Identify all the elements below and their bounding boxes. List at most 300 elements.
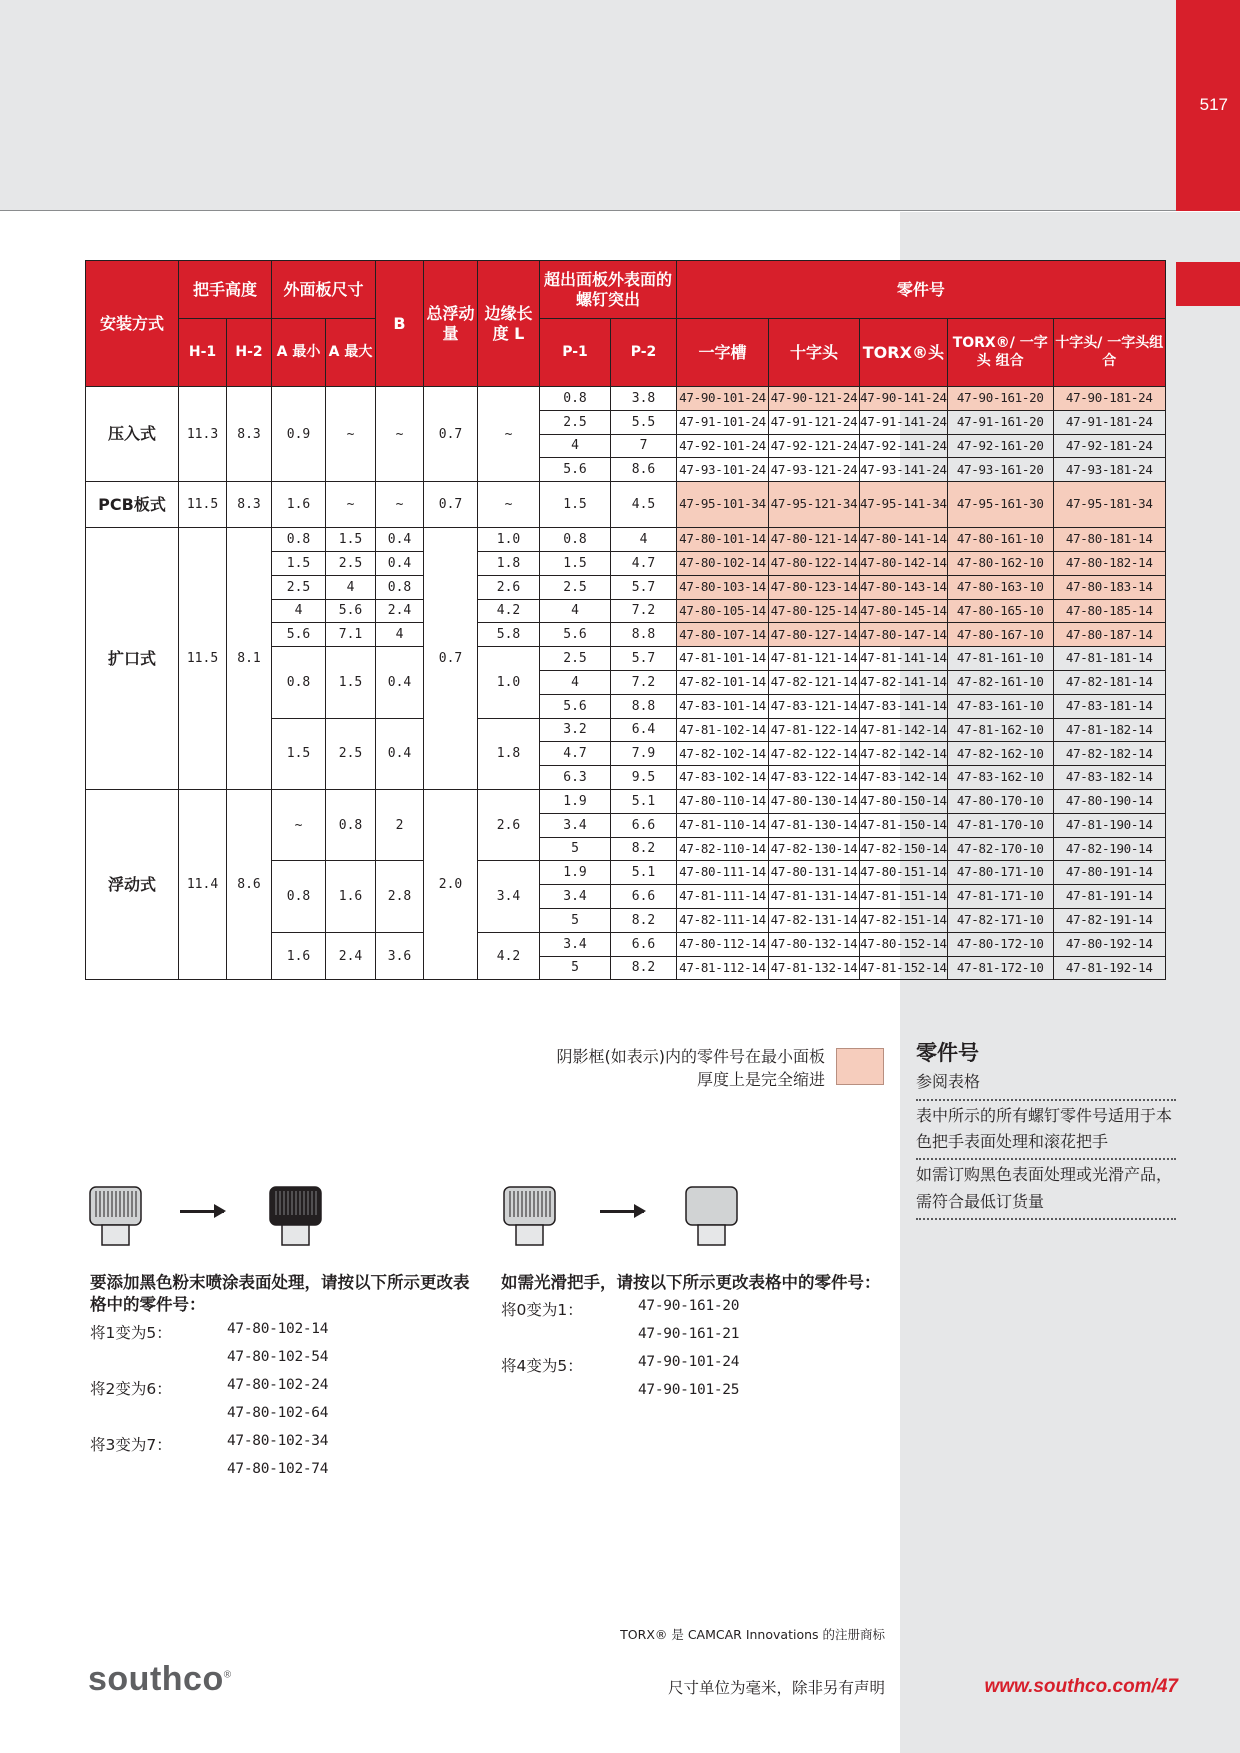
table-cell: ~ bbox=[326, 482, 376, 528]
header-band bbox=[0, 0, 1240, 211]
part-number-cell: 47-81-152-14 bbox=[860, 956, 948, 980]
table-cell: 0.8 bbox=[272, 861, 326, 932]
table-cell: 4 bbox=[272, 599, 326, 623]
table-cell: 11.3 bbox=[179, 387, 227, 482]
table-cell: 4.2 bbox=[478, 932, 540, 980]
part-number-cell: 47-80-170-10 bbox=[947, 789, 1053, 813]
part-number-cell: 47-80-163-10 bbox=[947, 575, 1053, 599]
part-number-cell: 47-83-141-14 bbox=[860, 694, 948, 718]
table-cell: 11.4 bbox=[179, 789, 227, 979]
table-cell: 3.4 bbox=[540, 932, 611, 956]
part-number-cell: 47-93-141-24 bbox=[860, 458, 948, 482]
table-cell: 4 bbox=[540, 670, 611, 694]
part-number-cell: 47-80-150-14 bbox=[860, 789, 948, 813]
mount-type-cell: 压入式 bbox=[86, 387, 179, 482]
smooth-note-title: 如需光滑把手，请按以下所示更改表格中的零件号： bbox=[501, 1273, 881, 1292]
table-cell: ~ bbox=[478, 387, 540, 482]
note-value: 47-80-102-74 bbox=[227, 1460, 329, 1477]
table-cell: 2.4 bbox=[376, 599, 424, 623]
table-cell: 0.7 bbox=[424, 387, 478, 482]
trademark-note: TORX® 是 CAMCAR Innovations 的注册商标 bbox=[620, 1627, 885, 1642]
table-cell: 2.5 bbox=[272, 575, 326, 599]
table-cell: 2.5 bbox=[540, 575, 611, 599]
part-number-cell: 47-81-161-10 bbox=[947, 647, 1053, 671]
black-note-title: 要添加黑色粉末喷涂表面处理，请按以下所示更改表格中的零件号： bbox=[90, 1273, 470, 1315]
table-cell: 0.8 bbox=[272, 528, 326, 552]
part-number-cell: 47-80-190-14 bbox=[1053, 789, 1165, 813]
mount-type-cell: 扩口式 bbox=[86, 528, 179, 790]
part-number-cell: 47-80-101-14 bbox=[677, 528, 769, 552]
part-number-cell: 47-81-170-10 bbox=[947, 813, 1053, 837]
table-cell: 8.1 bbox=[227, 528, 272, 790]
part-number-cell: 47-80-142-14 bbox=[860, 551, 948, 575]
part-number-cell: 47-95-101-34 bbox=[677, 482, 769, 528]
note-row bbox=[90, 1401, 470, 1429]
part-number-cell: 47-81-111-14 bbox=[677, 885, 769, 909]
part-number-cell: 47-80-121-14 bbox=[769, 528, 860, 552]
knurled-knob-icon bbox=[502, 1185, 557, 1247]
part-number-cell: 47-81-141-14 bbox=[860, 647, 948, 671]
part-number-cell: 47-83-121-14 bbox=[769, 694, 860, 718]
header-h1: H-1 bbox=[179, 319, 227, 387]
table-cell: 11.5 bbox=[179, 482, 227, 528]
part-number-cell: 47-80-125-14 bbox=[769, 599, 860, 623]
table-cell: 4.2 bbox=[478, 599, 540, 623]
table-cell: 8.2 bbox=[611, 908, 677, 932]
table-cell: 8.3 bbox=[227, 482, 272, 528]
part-number-cell: 47-90-101-24 bbox=[677, 387, 769, 411]
arrow-icon bbox=[600, 1210, 644, 1213]
part-number-cell: 47-80-130-14 bbox=[769, 789, 860, 813]
part-number-cell: 47-80-145-14 bbox=[860, 599, 948, 623]
table-cell: 1.6 bbox=[272, 482, 326, 528]
note-row bbox=[501, 1322, 881, 1350]
table-cell: 4 bbox=[326, 575, 376, 599]
table-cell: 0.8 bbox=[540, 387, 611, 411]
part-number-cell: 47-91-181-24 bbox=[1053, 410, 1165, 434]
red-tab-marker bbox=[1176, 262, 1240, 306]
table-cell: 1.5 bbox=[326, 528, 376, 552]
table-cell: 3.6 bbox=[376, 932, 424, 980]
table-cell: 4 bbox=[376, 623, 424, 647]
table-row bbox=[86, 528, 1166, 552]
part-number-cell: 47-82-111-14 bbox=[677, 908, 769, 932]
table-cell: 2.0 bbox=[424, 789, 478, 979]
part-number-cell: 47-82-161-10 bbox=[947, 670, 1053, 694]
table-cell: 5.6 bbox=[540, 458, 611, 482]
table-cell: 8.2 bbox=[611, 837, 677, 861]
header-torx: TORX®头 bbox=[860, 319, 948, 387]
side-note-paragraph: 表中所示的所有螺钉零件号适用于本色把手表面处理和滚花把手 bbox=[916, 1101, 1176, 1161]
table-cell: 7.2 bbox=[611, 599, 677, 623]
header-a-min: A 最小 bbox=[272, 319, 326, 387]
table-cell: 3.4 bbox=[540, 885, 611, 909]
part-number-cell: 47-92-141-24 bbox=[860, 434, 948, 458]
table-cell: 7 bbox=[611, 434, 677, 458]
table-cell: 5.1 bbox=[611, 861, 677, 885]
part-number-cell: 47-80-122-14 bbox=[769, 551, 860, 575]
part-number-cell: 47-90-181-24 bbox=[1053, 387, 1165, 411]
legend-swatch bbox=[836, 1048, 884, 1085]
table-cell: 8.8 bbox=[611, 694, 677, 718]
note-row bbox=[501, 1378, 881, 1406]
header-phillips-combo: 十字头/ 一字头组合 bbox=[1053, 319, 1165, 387]
note-row bbox=[90, 1457, 470, 1485]
table-cell: 2 bbox=[376, 789, 424, 860]
note-row bbox=[501, 1294, 881, 1322]
table-cell: 7.9 bbox=[611, 742, 677, 766]
side-note-paragraph: 参阅表格 bbox=[916, 1067, 1176, 1100]
part-number-cell: 47-81-171-10 bbox=[947, 885, 1053, 909]
mount-type-cell: 浮动式 bbox=[86, 789, 179, 979]
table-cell: 5.6 bbox=[540, 694, 611, 718]
table-row bbox=[86, 789, 1166, 813]
mount-type-cell: PCB板式 bbox=[86, 482, 179, 528]
table-cell: 8.6 bbox=[611, 458, 677, 482]
table-cell: 5.5 bbox=[611, 410, 677, 434]
part-number-cell: 47-80-183-14 bbox=[1053, 575, 1165, 599]
part-number-cell: 47-81-122-14 bbox=[769, 718, 860, 742]
part-number-cell: 47-90-141-24 bbox=[860, 387, 948, 411]
table-cell: 2.6 bbox=[478, 789, 540, 860]
header-float: 总浮动量 bbox=[424, 261, 478, 387]
table-cell: 0.9 bbox=[272, 387, 326, 482]
table-cell: 0.7 bbox=[424, 528, 478, 790]
part-number-cell: 47-82-171-10 bbox=[947, 908, 1053, 932]
table-cell: ~ bbox=[376, 387, 424, 482]
table-cell: 1.8 bbox=[478, 718, 540, 789]
table-cell: 7.2 bbox=[611, 670, 677, 694]
part-number-cell: 47-95-161-30 bbox=[947, 482, 1053, 528]
part-number-cell: 47-82-182-14 bbox=[1053, 742, 1165, 766]
part-number-cell: 47-82-102-14 bbox=[677, 742, 769, 766]
part-number-cell: 47-80-112-14 bbox=[677, 932, 769, 956]
part-number-cell: 47-83-161-10 bbox=[947, 694, 1053, 718]
part-number-cell: 47-81-142-14 bbox=[860, 718, 948, 742]
table-cell: 2.5 bbox=[540, 647, 611, 671]
part-number-cell: 47-92-181-24 bbox=[1053, 434, 1165, 458]
table-cell: 5 bbox=[540, 956, 611, 980]
header-torx-combo: TORX®/ 一字头 组合 bbox=[947, 319, 1053, 387]
part-number-cell: 47-90-121-24 bbox=[769, 387, 860, 411]
table-cell: 1.0 bbox=[478, 647, 540, 718]
part-number-cell: 47-81-190-14 bbox=[1053, 813, 1165, 837]
header-p1: P-1 bbox=[540, 319, 611, 387]
note-label: 将4变为5： bbox=[501, 1357, 583, 1376]
part-number-cell: 47-91-101-24 bbox=[677, 410, 769, 434]
part-number-cell: 47-81-130-14 bbox=[769, 813, 860, 837]
note-label: 将1变为5： bbox=[90, 1323, 172, 1342]
table-cell: 5.6 bbox=[326, 599, 376, 623]
table-cell: 7.1 bbox=[326, 623, 376, 647]
header-mount: 安装方式 bbox=[86, 261, 179, 387]
table-cell: 2.5 bbox=[326, 551, 376, 575]
part-number-cell: 47-93-101-24 bbox=[677, 458, 769, 482]
part-number-cell: 47-92-121-24 bbox=[769, 434, 860, 458]
table-cell: 11.5 bbox=[179, 528, 227, 790]
part-number-cell: 47-80-111-14 bbox=[677, 861, 769, 885]
part-number-cell: 47-80-182-14 bbox=[1053, 551, 1165, 575]
smooth-knob-icon bbox=[684, 1185, 739, 1247]
part-number-cell: 47-82-101-14 bbox=[677, 670, 769, 694]
header-phillips: 十字头 bbox=[769, 319, 860, 387]
note-value: 47-90-161-20 bbox=[638, 1298, 740, 1315]
table-cell: 4 bbox=[540, 434, 611, 458]
part-number-cell: 47-93-181-24 bbox=[1053, 458, 1165, 482]
part-number-cell: 47-80-103-14 bbox=[677, 575, 769, 599]
header-b: B bbox=[376, 261, 424, 387]
part-number-cell: 47-80-192-14 bbox=[1053, 932, 1165, 956]
table-cell: 2.5 bbox=[540, 410, 611, 434]
arrow-icon bbox=[180, 1210, 224, 1213]
table-cell: 0.8 bbox=[540, 528, 611, 552]
table-cell: 9.5 bbox=[611, 766, 677, 790]
part-number-cell: 47-80-185-14 bbox=[1053, 599, 1165, 623]
southco-logo bbox=[88, 1660, 232, 1699]
table-cell: 3.4 bbox=[478, 861, 540, 932]
part-number-cell: 47-82-121-14 bbox=[769, 670, 860, 694]
units-note: 尺寸单位为毫米，除非另有声明 bbox=[667, 1679, 885, 1697]
table-cell: 1.9 bbox=[540, 789, 611, 813]
header-panel-size: 外面板尺寸 bbox=[272, 261, 376, 319]
header-edge: 边缘长度 L bbox=[478, 261, 540, 387]
part-number-cell: 47-81-131-14 bbox=[769, 885, 860, 909]
note-value: 47-80-102-34 bbox=[227, 1432, 329, 1449]
note-label: 将3变为7： bbox=[90, 1435, 172, 1454]
part-number-cell: 47-81-192-14 bbox=[1053, 956, 1165, 980]
part-number-cell: 47-82-141-14 bbox=[860, 670, 948, 694]
table-cell: 5 bbox=[540, 837, 611, 861]
note-row bbox=[90, 1429, 470, 1457]
table-cell: 0.4 bbox=[376, 528, 424, 552]
table-cell: 1.6 bbox=[272, 932, 326, 980]
part-number-cell: 47-83-122-14 bbox=[769, 766, 860, 790]
table-cell: 8.6 bbox=[227, 789, 272, 979]
part-number-cell: 47-90-161-20 bbox=[947, 387, 1053, 411]
part-number-cell: 47-83-142-14 bbox=[860, 766, 948, 790]
part-number-cell: 47-95-121-34 bbox=[769, 482, 860, 528]
note-value: 47-80-102-64 bbox=[227, 1404, 329, 1421]
table-cell: 5.8 bbox=[478, 623, 540, 647]
header-p2: P-2 bbox=[611, 319, 677, 387]
table-cell: 1.9 bbox=[540, 861, 611, 885]
part-number-cell: 47-80-162-10 bbox=[947, 551, 1053, 575]
legend-line: 阴影框(如表示)内的零件号在最小面板 bbox=[556, 1047, 825, 1066]
part-number-cell: 47-81-191-14 bbox=[1053, 885, 1165, 909]
part-number-cell: 47-83-102-14 bbox=[677, 766, 769, 790]
part-number-cell: 47-82-170-10 bbox=[947, 837, 1053, 861]
part-number-cell: 47-83-101-14 bbox=[677, 694, 769, 718]
table-cell: 4 bbox=[611, 528, 677, 552]
table-cell: ~ bbox=[326, 387, 376, 482]
part-number-cell: 47-80-123-14 bbox=[769, 575, 860, 599]
part-number-cell: 47-91-121-24 bbox=[769, 410, 860, 434]
part-number-cell: 47-82-122-14 bbox=[769, 742, 860, 766]
part-number-cell: 47-93-121-24 bbox=[769, 458, 860, 482]
table-cell: 8.2 bbox=[611, 956, 677, 980]
part-number-cell: 47-80-105-14 bbox=[677, 599, 769, 623]
part-number-cell: 47-81-182-14 bbox=[1053, 718, 1165, 742]
table-cell: ~ bbox=[478, 482, 540, 528]
part-number-cell: 47-80-191-14 bbox=[1053, 861, 1165, 885]
side-note-paragraph: 如需订购黑色表面处理或光滑产品，需符合最低订货量 bbox=[916, 1160, 1176, 1220]
part-number-cell: 47-91-141-24 bbox=[860, 410, 948, 434]
part-number-cell: 47-81-151-14 bbox=[860, 885, 948, 909]
table-cell: 2.6 bbox=[478, 575, 540, 599]
legend-line: 厚度上是完全缩进 bbox=[696, 1070, 825, 1090]
table-cell: 5.6 bbox=[272, 623, 326, 647]
part-number-cell: 47-93-161-20 bbox=[947, 458, 1053, 482]
table-cell: 4.7 bbox=[540, 742, 611, 766]
part-number-cell: 47-80-171-10 bbox=[947, 861, 1053, 885]
part-number-cell: 47-80-110-14 bbox=[677, 789, 769, 813]
part-number-cell: 47-82-131-14 bbox=[769, 908, 860, 932]
header-slot: 一字槽 bbox=[677, 319, 769, 387]
logo-registered-mark: ® bbox=[223, 1669, 232, 1681]
part-number-cell: 47-82-151-14 bbox=[860, 908, 948, 932]
part-number-cell: 47-81-101-14 bbox=[677, 647, 769, 671]
note-value: 47-90-161-21 bbox=[638, 1326, 740, 1343]
table-cell: 0.4 bbox=[376, 647, 424, 718]
part-number-cell: 47-80-152-14 bbox=[860, 932, 948, 956]
part-number-cell: 47-92-101-24 bbox=[677, 434, 769, 458]
black-finish-note bbox=[90, 1272, 470, 1485]
table-cell: 5.6 bbox=[540, 623, 611, 647]
table-cell: 3.8 bbox=[611, 387, 677, 411]
part-number-cell: 47-82-191-14 bbox=[1053, 908, 1165, 932]
logo-text: southco bbox=[88, 1660, 224, 1698]
table-cell: 6.6 bbox=[611, 813, 677, 837]
note-row bbox=[90, 1373, 470, 1401]
table-cell: 0.8 bbox=[326, 789, 376, 860]
table-cell: 3.2 bbox=[540, 718, 611, 742]
table-cell: 5.7 bbox=[611, 575, 677, 599]
table-cell: 5.1 bbox=[611, 789, 677, 813]
table-cell: 6.6 bbox=[611, 885, 677, 909]
part-number-cell: 47-80-147-14 bbox=[860, 623, 948, 647]
part-number-cell: 47-80-161-10 bbox=[947, 528, 1053, 552]
note-value: 47-90-101-24 bbox=[638, 1354, 740, 1371]
parts-table bbox=[85, 260, 1166, 980]
part-number-cell: 47-80-102-14 bbox=[677, 551, 769, 575]
part-number-cell: 47-80-131-14 bbox=[769, 861, 860, 885]
table-cell: 4.5 bbox=[611, 482, 677, 528]
part-number-cell: 47-80-141-14 bbox=[860, 528, 948, 552]
note-value: 47-80-102-24 bbox=[227, 1376, 329, 1393]
legend-text bbox=[460, 1045, 825, 1091]
note-value: 47-80-102-54 bbox=[227, 1348, 329, 1365]
table-cell: ~ bbox=[376, 482, 424, 528]
header-h2: H-2 bbox=[227, 319, 272, 387]
note-row bbox=[90, 1317, 470, 1345]
table-row bbox=[86, 387, 1166, 411]
part-number-cell: 47-91-161-20 bbox=[947, 410, 1053, 434]
black-knurled-knob-icon bbox=[268, 1185, 323, 1247]
table-cell: 1.5 bbox=[272, 551, 326, 575]
table-cell: 6.6 bbox=[611, 932, 677, 956]
table-cell: 0.4 bbox=[376, 718, 424, 789]
part-number-cell: 47-81-150-14 bbox=[860, 813, 948, 837]
table-cell: 5.7 bbox=[611, 647, 677, 671]
part-number-cell: 47-80-172-10 bbox=[947, 932, 1053, 956]
page-tab bbox=[1176, 0, 1240, 211]
part-number-cell: 47-81-121-14 bbox=[769, 647, 860, 671]
part-number-cell: 47-83-162-10 bbox=[947, 766, 1053, 790]
table-cell: 0.7 bbox=[424, 482, 478, 528]
table-cell: 6.4 bbox=[611, 718, 677, 742]
table-cell: 2.8 bbox=[376, 861, 424, 932]
table-cell: 8.8 bbox=[611, 623, 677, 647]
note-row bbox=[90, 1345, 470, 1373]
part-number-cell: 47-80-143-14 bbox=[860, 575, 948, 599]
part-number-cell: 47-80-167-10 bbox=[947, 623, 1053, 647]
table-row bbox=[86, 482, 1166, 528]
part-number-cell: 47-82-150-14 bbox=[860, 837, 948, 861]
part-number-cell: 47-80-151-14 bbox=[860, 861, 948, 885]
part-number-cell: 47-82-181-14 bbox=[1053, 670, 1165, 694]
table-cell: 1.0 bbox=[478, 528, 540, 552]
part-number-cell: 47-82-110-14 bbox=[677, 837, 769, 861]
header-part-numbers: 零件号 bbox=[677, 261, 1166, 319]
part-number-cell: 47-80-132-14 bbox=[769, 932, 860, 956]
table-cell: 3.4 bbox=[540, 813, 611, 837]
header-a-max: A 最大 bbox=[326, 319, 376, 387]
table-cell: 1.5 bbox=[326, 647, 376, 718]
part-number-cell: 47-83-182-14 bbox=[1053, 766, 1165, 790]
table-cell: 6.3 bbox=[540, 766, 611, 790]
part-number-cell: 47-80-127-14 bbox=[769, 623, 860, 647]
part-number-cell: 47-81-162-10 bbox=[947, 718, 1053, 742]
table-cell: 1.8 bbox=[478, 551, 540, 575]
page-number: 517 bbox=[1199, 95, 1228, 114]
part-number-cell: 47-81-110-14 bbox=[677, 813, 769, 837]
table-cell: 1.5 bbox=[540, 482, 611, 528]
side-notes-title: 零件号 bbox=[916, 1041, 979, 1065]
table-cell: 1.5 bbox=[272, 718, 326, 789]
part-number-cell: 47-82-130-14 bbox=[769, 837, 860, 861]
note-row bbox=[501, 1350, 881, 1378]
part-number-cell: 47-80-181-14 bbox=[1053, 528, 1165, 552]
note-value: 47-90-101-25 bbox=[638, 1382, 740, 1399]
table-cell: 0.8 bbox=[272, 647, 326, 718]
part-number-cell: 47-80-107-14 bbox=[677, 623, 769, 647]
smooth-handle-note bbox=[501, 1272, 881, 1406]
part-number-cell: 47-81-102-14 bbox=[677, 718, 769, 742]
table-cell: 5 bbox=[540, 908, 611, 932]
note-value: 47-80-102-14 bbox=[227, 1320, 329, 1337]
part-number-cell: 47-95-181-34 bbox=[1053, 482, 1165, 528]
part-number-cell: 47-82-190-14 bbox=[1053, 837, 1165, 861]
header-protrusion: 超出面板外表面的螺钉突出 bbox=[540, 261, 677, 319]
table-cell: 0.8 bbox=[376, 575, 424, 599]
website-link[interactable]: www.southco.com/47 bbox=[984, 1676, 1178, 1697]
part-number-cell: 47-95-141-34 bbox=[860, 482, 948, 528]
part-number-cell: 47-92-161-20 bbox=[947, 434, 1053, 458]
table-cell: 0.4 bbox=[376, 551, 424, 575]
table-cell: 4 bbox=[540, 599, 611, 623]
part-number-cell: 47-81-132-14 bbox=[769, 956, 860, 980]
note-label: 将2变为6： bbox=[90, 1379, 172, 1398]
side-notes bbox=[916, 1040, 1176, 1220]
part-number-cell: 47-81-181-14 bbox=[1053, 647, 1165, 671]
knurled-knob-icon bbox=[88, 1185, 143, 1247]
table-cell: 2.5 bbox=[326, 718, 376, 789]
header-handle-height: 把手高度 bbox=[179, 261, 272, 319]
part-number-cell: 47-80-187-14 bbox=[1053, 623, 1165, 647]
table-cell: 1.5 bbox=[540, 551, 611, 575]
table-cell: ~ bbox=[272, 789, 326, 860]
part-number-cell: 47-80-165-10 bbox=[947, 599, 1053, 623]
